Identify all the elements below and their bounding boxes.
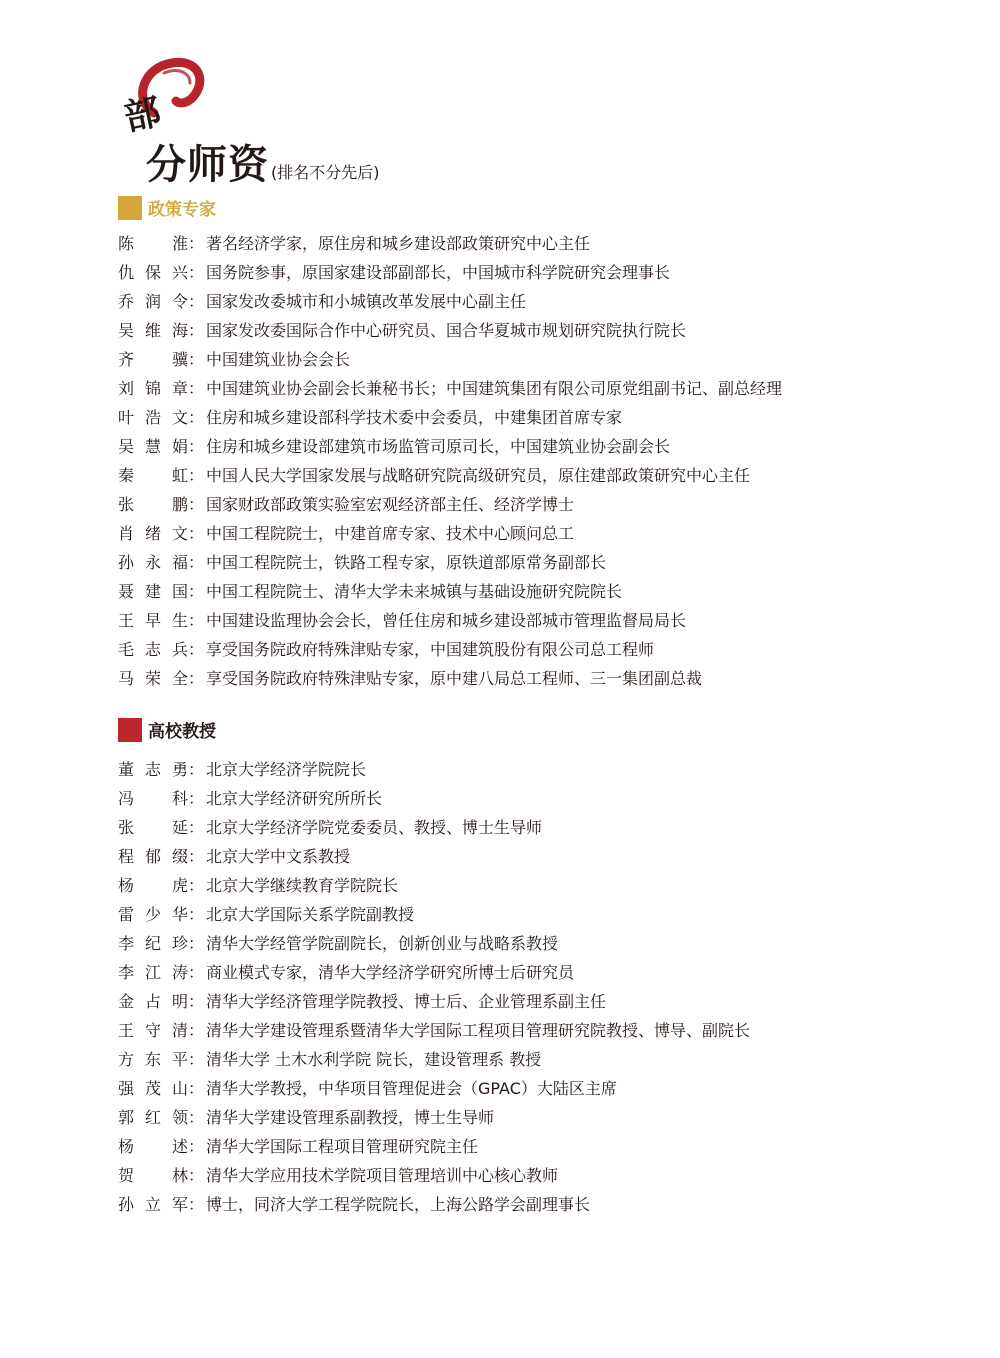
person-entry [118,929,750,958]
person-title: 国家财政部政策实验室宏观经济部主任、经济学博士 [206,495,575,514]
colon-separator: ： [188,408,205,427]
person-entry [118,1074,750,1103]
person-entry [118,1161,750,1190]
colon-separator: ： [188,553,205,572]
person-title: 清华大学建设管理系暨清华大学国际工程项目管理研究院教授、博导、副院长 [206,1021,751,1040]
person-entry [118,548,782,577]
person-entry [118,755,750,784]
person-name: 马荣全 [118,669,188,688]
person-title: 中国工程院院士，铁路工程专家，原铁道部原常务副部长 [206,553,607,572]
colon-separator: ： [188,1079,205,1098]
person-entry [118,461,782,490]
colon-separator: ： [188,234,205,253]
person-entry [118,1103,750,1132]
colon-separator: ： [188,992,205,1011]
person-title: 清华大学经济管理学院教授、博士后、企业管理系副主任 [206,992,607,1011]
person-entry [118,1045,750,1074]
person-title: 中国人民大学国家发展与战略研究院高级研究员，原住建部政策研究中心主任 [206,466,751,485]
colon-separator: ： [188,1137,205,1156]
colon-separator: ： [188,847,205,866]
colon-separator: ： [188,582,205,601]
person-name: 程郁缀 [118,847,188,866]
person-name: 冯 科 [118,789,188,808]
person-entry [118,374,782,403]
person-entry [118,1190,750,1219]
person-entry [118,813,750,842]
person-name: 郭红领 [118,1108,188,1127]
person-name: 毛志兵 [118,640,188,659]
person-entry [118,1132,750,1161]
colon-separator: ： [188,760,205,779]
colon-separator: ： [188,1166,205,1185]
colon-separator: ： [188,379,205,398]
person-name: 李江涛 [118,963,188,982]
person-title: 中国建筑业协会副会长兼秘书长；中国建筑集团有限公司原党组副书记、副总经理 [206,379,783,398]
colon-separator: ： [188,818,205,837]
person-entry [118,1016,750,1045]
person-entry [118,958,750,987]
person-entry [118,519,782,548]
person-entry [118,287,782,316]
person-name: 刘锦章 [118,379,188,398]
person-name: 李纪珍 [118,934,188,953]
section-heading-policy-experts [118,195,216,220]
colon-separator: ： [188,1050,205,1069]
person-entry [118,987,750,1016]
person-entry [118,345,782,374]
person-title: 中国工程院院士，中建首席专家、技术中心顾问总工 [206,524,575,543]
person-entry [118,403,782,432]
person-name: 肖绪文 [118,524,188,543]
page-title [146,133,380,190]
person-name: 王守清 [118,1021,188,1040]
colon-separator: ： [188,321,205,340]
person-title: 国家发改委城市和小城镇改革发展中心副主任 [206,292,527,311]
section-title: 高校教授 [148,722,216,742]
person-title: 北京大学继续教育学院院长 [206,876,399,895]
person-title: 住房和城乡建设部科学技术委中会委员，中建集团首席专家 [206,408,623,427]
section-title: 政策专家 [148,200,216,220]
person-name: 张 鹏 [118,495,188,514]
colon-separator: ： [188,350,205,369]
person-title: 北京大学经济学院党委委员、教授、博士生导师 [206,818,543,837]
person-title: 享受国务院政府特殊津贴专家，原中建八局总工程师、三一集团副总裁 [206,669,703,688]
person-name: 叶浩文 [118,408,188,427]
person-title: 享受国务院政府特殊津贴专家，中国建筑股份有限公司总工程师 [206,640,655,659]
person-name: 杨 述 [118,1137,188,1156]
colon-separator: ： [188,934,205,953]
page-title-text: 分师资 [146,141,269,188]
person-entry [118,490,782,519]
person-name: 陈 淮 [118,234,188,253]
person-title: 中国工程院院士、清华大学未来城镇与基础设施研究院院长 [206,582,623,601]
colon-separator: ： [188,963,205,982]
person-title: 清华大学 土木水利学院 院长，建设管理系 教授 [206,1050,542,1069]
colon-separator: ： [188,292,205,311]
header-brush-char: 部 [120,90,165,140]
person-entry [118,577,782,606]
person-title: 国务院参事，原国家建设部副部长，中国城市科学院研究会理事长 [206,263,671,282]
person-name: 仇保兴 [118,263,188,282]
colon-separator: ： [188,789,205,808]
person-name: 杨 虎 [118,876,188,895]
person-name: 强茂山 [118,1079,188,1098]
colon-separator: ： [188,905,205,924]
person-title: 北京大学经济研究所所长 [206,789,383,808]
person-name: 齐 骥 [118,350,188,369]
person-title: 著名经济学家，原住房和城乡建设部政策研究中心主任 [206,234,591,253]
person-name: 王早生 [118,611,188,630]
person-name: 乔润令 [118,292,188,311]
colon-separator: ： [188,1108,205,1127]
person-name: 雷少华 [118,905,188,924]
person-entry [118,229,782,258]
person-title: 清华大学建设管理系副教授，博士生导师 [206,1108,495,1127]
policy-experts-list [118,229,782,693]
section-marker-square [118,196,142,220]
page-subtitle: (排名不分先后) [271,163,380,182]
colon-separator: ： [188,1021,205,1040]
person-title: 中国建筑业协会会长 [206,350,351,369]
colon-separator: ： [188,495,205,514]
section-marker-square [118,718,142,742]
person-entry [118,664,782,693]
person-name: 孙立军 [118,1195,188,1214]
person-name: 贺 林 [118,1166,188,1185]
section-heading-university-professors [118,717,216,742]
colon-separator: ： [188,524,205,543]
person-title: 住房和城乡建设部建筑市场监管司原司长，中国建筑业协会副会长 [206,437,671,456]
person-title: 北京大学国际关系学院副教授 [206,905,415,924]
person-entry [118,432,782,461]
person-name: 孙永福 [118,553,188,572]
person-name: 吴维海 [118,321,188,340]
colon-separator: ： [188,669,205,688]
person-name: 秦 虹 [118,466,188,485]
colon-separator: ： [188,466,205,485]
person-name: 吴慧娟 [118,437,188,456]
person-title: 国家发改委国际合作中心研究员、国合华夏城市规划研究院执行院长 [206,321,687,340]
page-header [116,55,436,188]
colon-separator: ： [188,1195,205,1214]
person-name: 张 延 [118,818,188,837]
person-title: 北京大学经济学院院长 [206,760,367,779]
person-title: 清华大学应用技术学院项目管理培训中心核心教师 [206,1166,559,1185]
person-title: 清华大学国际工程项目管理研究院主任 [206,1137,479,1156]
person-name: 聂建国 [118,582,188,601]
person-entry [118,635,782,664]
person-entry [118,900,750,929]
person-entry [118,784,750,813]
person-title: 商业模式专家，清华大学经济学研究所博士后研究员 [206,963,575,982]
colon-separator: ： [188,263,205,282]
person-title: 博士，同济大学工程学院院长，上海公路学会副理事长 [206,1195,591,1214]
colon-separator: ： [188,876,205,895]
person-title: 清华大学教授，中华项目管理促进会（GPAC）大陆区主席 [206,1079,617,1098]
person-entry [118,871,750,900]
person-name: 董志勇 [118,760,188,779]
person-entry [118,842,750,871]
person-title: 清华大学经管学院副院长，创新创业与战略系教授 [206,934,559,953]
colon-separator: ： [188,640,205,659]
colon-separator: ： [188,611,205,630]
person-name: 方东平 [118,1050,188,1069]
colon-separator: ： [188,437,205,456]
person-name: 金占明 [118,992,188,1011]
person-entry [118,316,782,345]
person-entry [118,258,782,287]
university-professors-list [118,755,750,1219]
person-entry [118,606,782,635]
person-title: 北京大学中文系教授 [206,847,351,866]
person-title: 中国建设监理协会会长，曾任住房和城乡建设部城市管理监督局局长 [206,611,687,630]
